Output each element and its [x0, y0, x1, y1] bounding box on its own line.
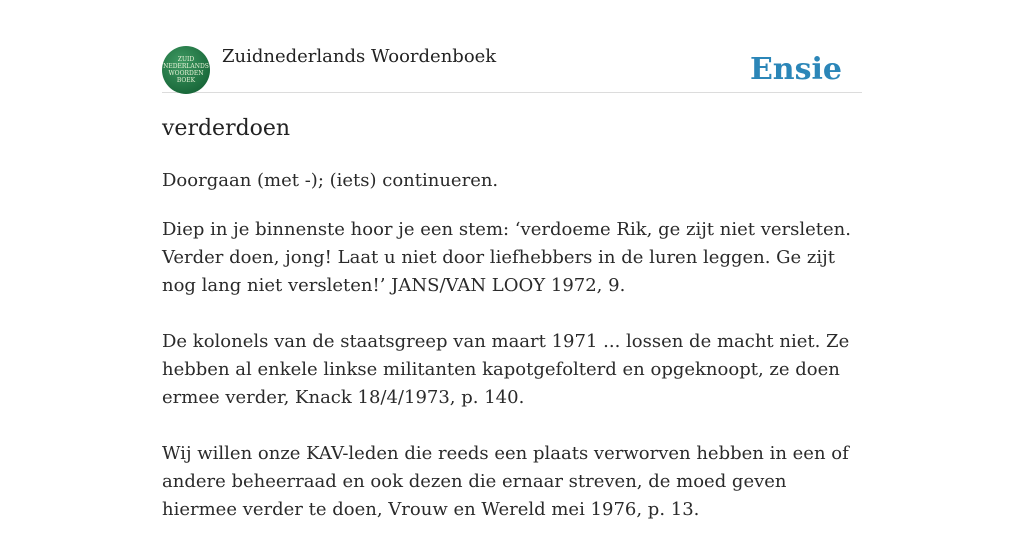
- example-quotes: [162, 216, 862, 552]
- entry-term: verderdoen: [162, 116, 291, 141]
- example-quote: De kolonels van de staatsgreep van maart 1971 ... lossen de macht niet. Ze hebben al enkele linkse militanten kapotgefolterd en opgeknoopt, ze doen ermee verder, Knack 18/4/1973, p. 140.: [162, 331, 850, 408]
- site-header: [162, 44, 862, 93]
- dictionary-logo[interactable]: [162, 46, 210, 94]
- logo-line: BOEK: [176, 77, 196, 84]
- logo-line: NEDERLANDS: [163, 63, 209, 70]
- entry-definition: Doorgaan (met -); (iets) continueren.: [162, 170, 499, 191]
- example-quote: Diep in je binnenste hoor je een stem: ‘verdoeme Rik, ge zijt niet versleten. Verder doen, jong! Laat u niet door liefhebbers in de luren leggen. Ge zijt nog lang niet versleten!’ JANS/VAN LOOY 1972, 9.: [162, 219, 851, 296]
- ensie-logo-link[interactable]: Ensie: [749, 52, 842, 87]
- logo-line: ZUID: [177, 56, 195, 63]
- logo-line: WOORDEN: [168, 70, 204, 77]
- example-quote: Wij willen onze KAV-leden die reeds een plaats verworven hebben in een of andere beheerraad en ook dezen die ernaar streven, de moed geven hiermee verder te doen, Vrouw en Wereld mei 1976, p. 13.: [162, 443, 849, 520]
- dictionary-title-link[interactable]: Zuidnederlands Woordenboek: [222, 46, 497, 67]
